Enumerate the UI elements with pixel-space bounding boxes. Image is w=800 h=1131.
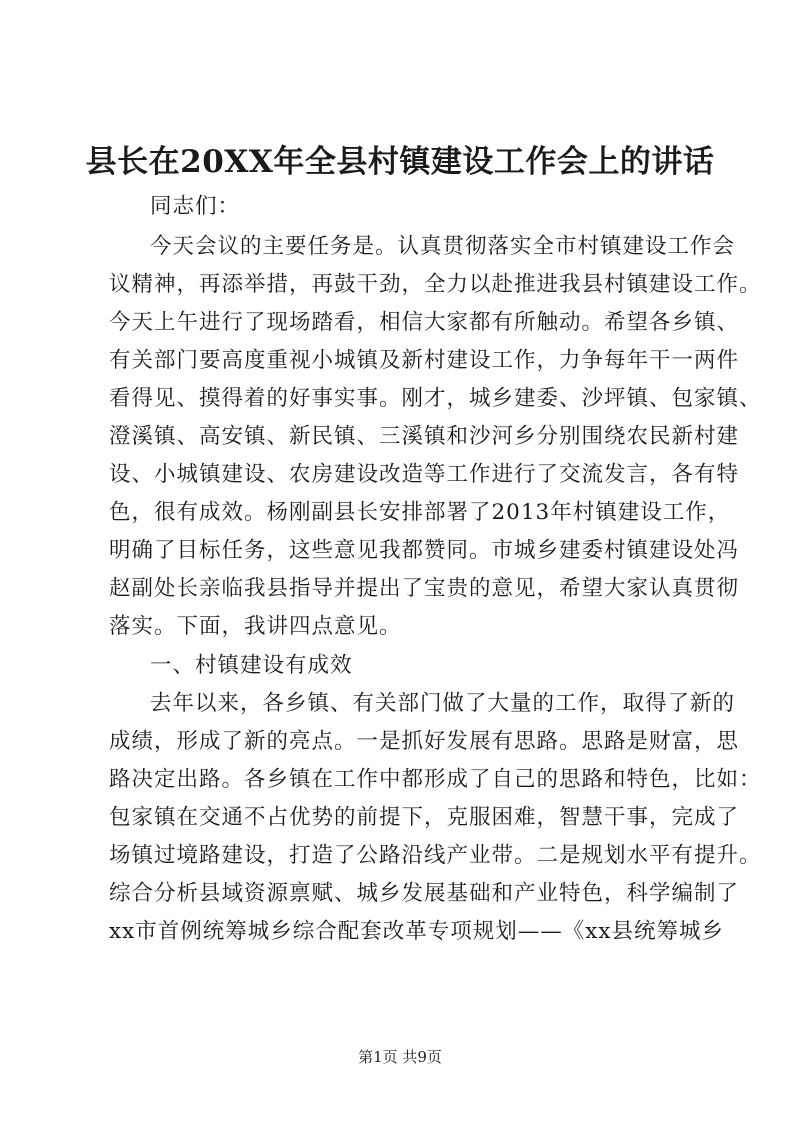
paragraph-line: 澄溪镇、高安镇、新民镇、三溪镇和沙河乡分别围绕农民新村建 (109, 424, 740, 449)
document-title: 县长在20XX年全县村镇建设工作会上的讲话 (85, 144, 715, 180)
paragraph-line: 落实。下面，我讲四点意见。 (109, 614, 402, 639)
paragraph-line: 路决定出路。各乡镇在工作中都形成了自己的思路和特色，比如： (109, 767, 762, 792)
paragraph-line: 设、小城镇建设、农房建设改造等工作进行了交流发言，各有特 (109, 462, 740, 487)
paragraph-line: 议精神，再添举措，再鼓干劲，全力以赴推进我县村镇建设工作。 (109, 272, 762, 297)
paragraph-line: 今天会议的主要任务是。认真贯彻落实全市村镇建设工作会 (150, 234, 736, 259)
page-number-footer: 第1页 共9页 (358, 1048, 442, 1066)
paragraph-line: 场镇过境路建设，打造了公路沿线产业带。二是规划水平有提升。 (109, 843, 762, 868)
paragraph-line: 赵副处长亲临我县指导并提出了宝贵的意见，希望大家认真贯彻 (109, 576, 740, 601)
paragraph-line: 明确了目标任务，这些意见我都赞同。市城乡建委村镇建设处冯 (109, 538, 740, 563)
salutation-line: 同志们： (150, 194, 241, 219)
paragraph-line: 包家镇在交通不占优势的前提下，克服困难，智慧干事，完成了 (109, 805, 740, 830)
paragraph-line: 成绩，形成了新的亮点。一是抓好发展有思路。思路是财富，思 (109, 729, 740, 754)
paragraph-line: 综合分析县域资源禀赋、城乡发展基础和产业特色，科学编制了 (109, 881, 740, 906)
section-heading: 一、村镇建设有成效 (150, 653, 353, 678)
paragraph-line: 今天上午进行了现场踏看，相信大家都有所触动。希望各乡镇、 (109, 310, 740, 335)
paragraph-line: 色，很有成效。杨刚副县长安排部署了2013年村镇建设工作， (109, 500, 731, 525)
paragraph-line: 去年以来，各乡镇、有关部门做了大量的工作，取得了新的 (150, 691, 736, 716)
paragraph-line: 有关部门要高度重视小城镇及新村建设工作，力争每年干一两件 (109, 348, 740, 373)
paragraph-line: xx市首例统筹城乡综合配套改革专项规划——《xx县统筹城乡 (109, 919, 725, 944)
paragraph-line: 看得见、摸得着的好事实事。刚才，城乡建委、沙坪镇、包家镇、 (109, 386, 762, 411)
